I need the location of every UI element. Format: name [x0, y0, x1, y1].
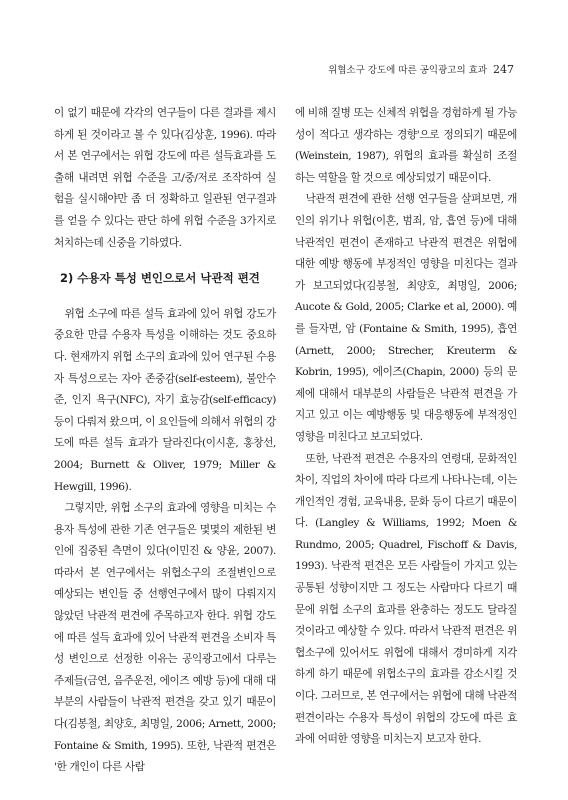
left-paragraph-2: 위협 소구에 따른 설득 효과에 있어 위협 강도가 중요한 만큼 수용자 특성을 이해하는 것도 중요하다. 현재까지 위협 소구의 효과에 있어 연구된 수용자 특성으로는 자아 존중감(self-esteem), 불안수준, 인지 욕구(NFC), 자기 효능감(self-efficacy) 등이 다뤄져 왔으며, 이 요인들에 의해서 위협의 강도에 따른 설득 효과가 달라진다(이시훈, 홍창선, 2004; Burnett & Oliver, 1979; Miller & Hewgill, 1996). [54, 307, 276, 493]
right-column [295, 103, 517, 751]
right-paragraph-3: 또한, 낙관적 편견은 수용자의 연령대, 문화적인 차이, 직업의 차이에 따라 다르게 나타나는데, 이는 개인적인 경험, 교육내용, 문화 등이 다르기 때문이다. (Langley & Williams, 1992; Moen & Rundmo, 2005; Quadrel, Fischoff & Davis, 1993). 낙관적 편견은 모든 사람들이 가지고 있는 공통된 성향이지만 그 정도는 사람마다 다르기 때문에 위협 소구의 효과를 완충하는 정도도 달라질 것이라고 예상할 수 있다. 따라서 낙관적 편견은 위협소구에 있어서도 위협에 대해서 경미하게 지각하게 하기 때문에 위협소구의 효과를 감소시킬 것이다. 그러므로, 본 연구에서는 위협에 대해 낙관적 편견이라는 수용자 특성이 위협의 강도에 따른 효과에 어떠한 영향을 미치는지 보고자 한다. [295, 452, 517, 746]
left-column [54, 103, 276, 779]
page-number: 247 [493, 63, 514, 76]
right-paragraph-2: 낙관적 편견에 관한 선행 연구들을 살펴보면, 개인의 위기나 위협(이혼, 범죄, 암, 흡연 등)에 대해 낙관적인 편견이 존재하고 낙관적 편견은 위협에 대한 예방 행동에 부정적인 영향을 미친다는 결과가 보고되었다(김봉철, 최양호, 최명일, 2006; Aucote & Gold, 2005; Clarke et al, 2000). 예를 들자면, 암 (Fontaine & Smith, 1995), 흡연 (Arnett, 2000; Strecher, Kreuterm & Kobrin, 1995), 에이즈(Chapin, 2000) 등의 문제에 대해서 대부분의 사람들은 낙관적 편견을 가지고 있고 이는 예방행동 및 대응행동에 부적정인 영향을 미친다고 보고되었다. [295, 193, 517, 443]
running-header [328, 62, 514, 76]
right-paragraph-1: 에 비해 질병 또는 신체적 위협을 경험하게 될 가능성이 적다고 생각하는 경향'으로 정의되기 때문에(Weinstein, 1987), 위협의 효과를 확실히 조절하는 역할을 할 것으로 예상되었기 때문이다. [295, 107, 517, 184]
left-paragraph-1: 이 없기 때문에 각각의 연구들이 다른 결과를 제시하게 된 것이라고 볼 수 있다(김상훈, 1996). 따라서 본 연구에서는 위협 강도에 따른 설득효과를 도출해 내려면 위협 수준을 고/중/저로 조작하여 실험을 실시해야만 좀 더 정확하고 일관된 연구결과를 얻을 수 있다는 판단 하에 위협 수준을 3가지로 처치하는데 신중을 기하였다. [54, 107, 276, 249]
running-title: 위협소구 강도에 따른 공익광고의 효과 [328, 65, 487, 76]
section-heading: 2) 수용자 특성 변인으로서 낙관적 편견 [60, 271, 260, 286]
left-paragraph-3: 그렇지만, 위협 소구의 효과에 영향을 미치는 수용자 특성에 관한 기존 연구들은 몇몇의 제한된 변인에 집중된 측면이 있다(이민진 & 양윤, 2007). 따라서 본 연구에서는 위협소구의 조절변인으로 예상되는 변인들 중 선행연구에서 많이 다뤄지지 않았던 낙관적 편견에 주목하고자 한다. 위협 강도에 따른 설득 효과에 있어 낙관적 편견을 소비자 특성 변인으로 선정한 이유는 공익광고에서 다루는 주제들(금연, 음주운전, 에이즈 예방 등)에 대해 대부분의 사람들이 낙관적 편견을 갖고 있기 때문이다(김봉철, 최양호, 최명일, 2006; Arnett, 2000; Fontaine & Smith, 1995). 또한, 낙관적 편견은 '한 개인이 다른 사람 [54, 502, 276, 774]
